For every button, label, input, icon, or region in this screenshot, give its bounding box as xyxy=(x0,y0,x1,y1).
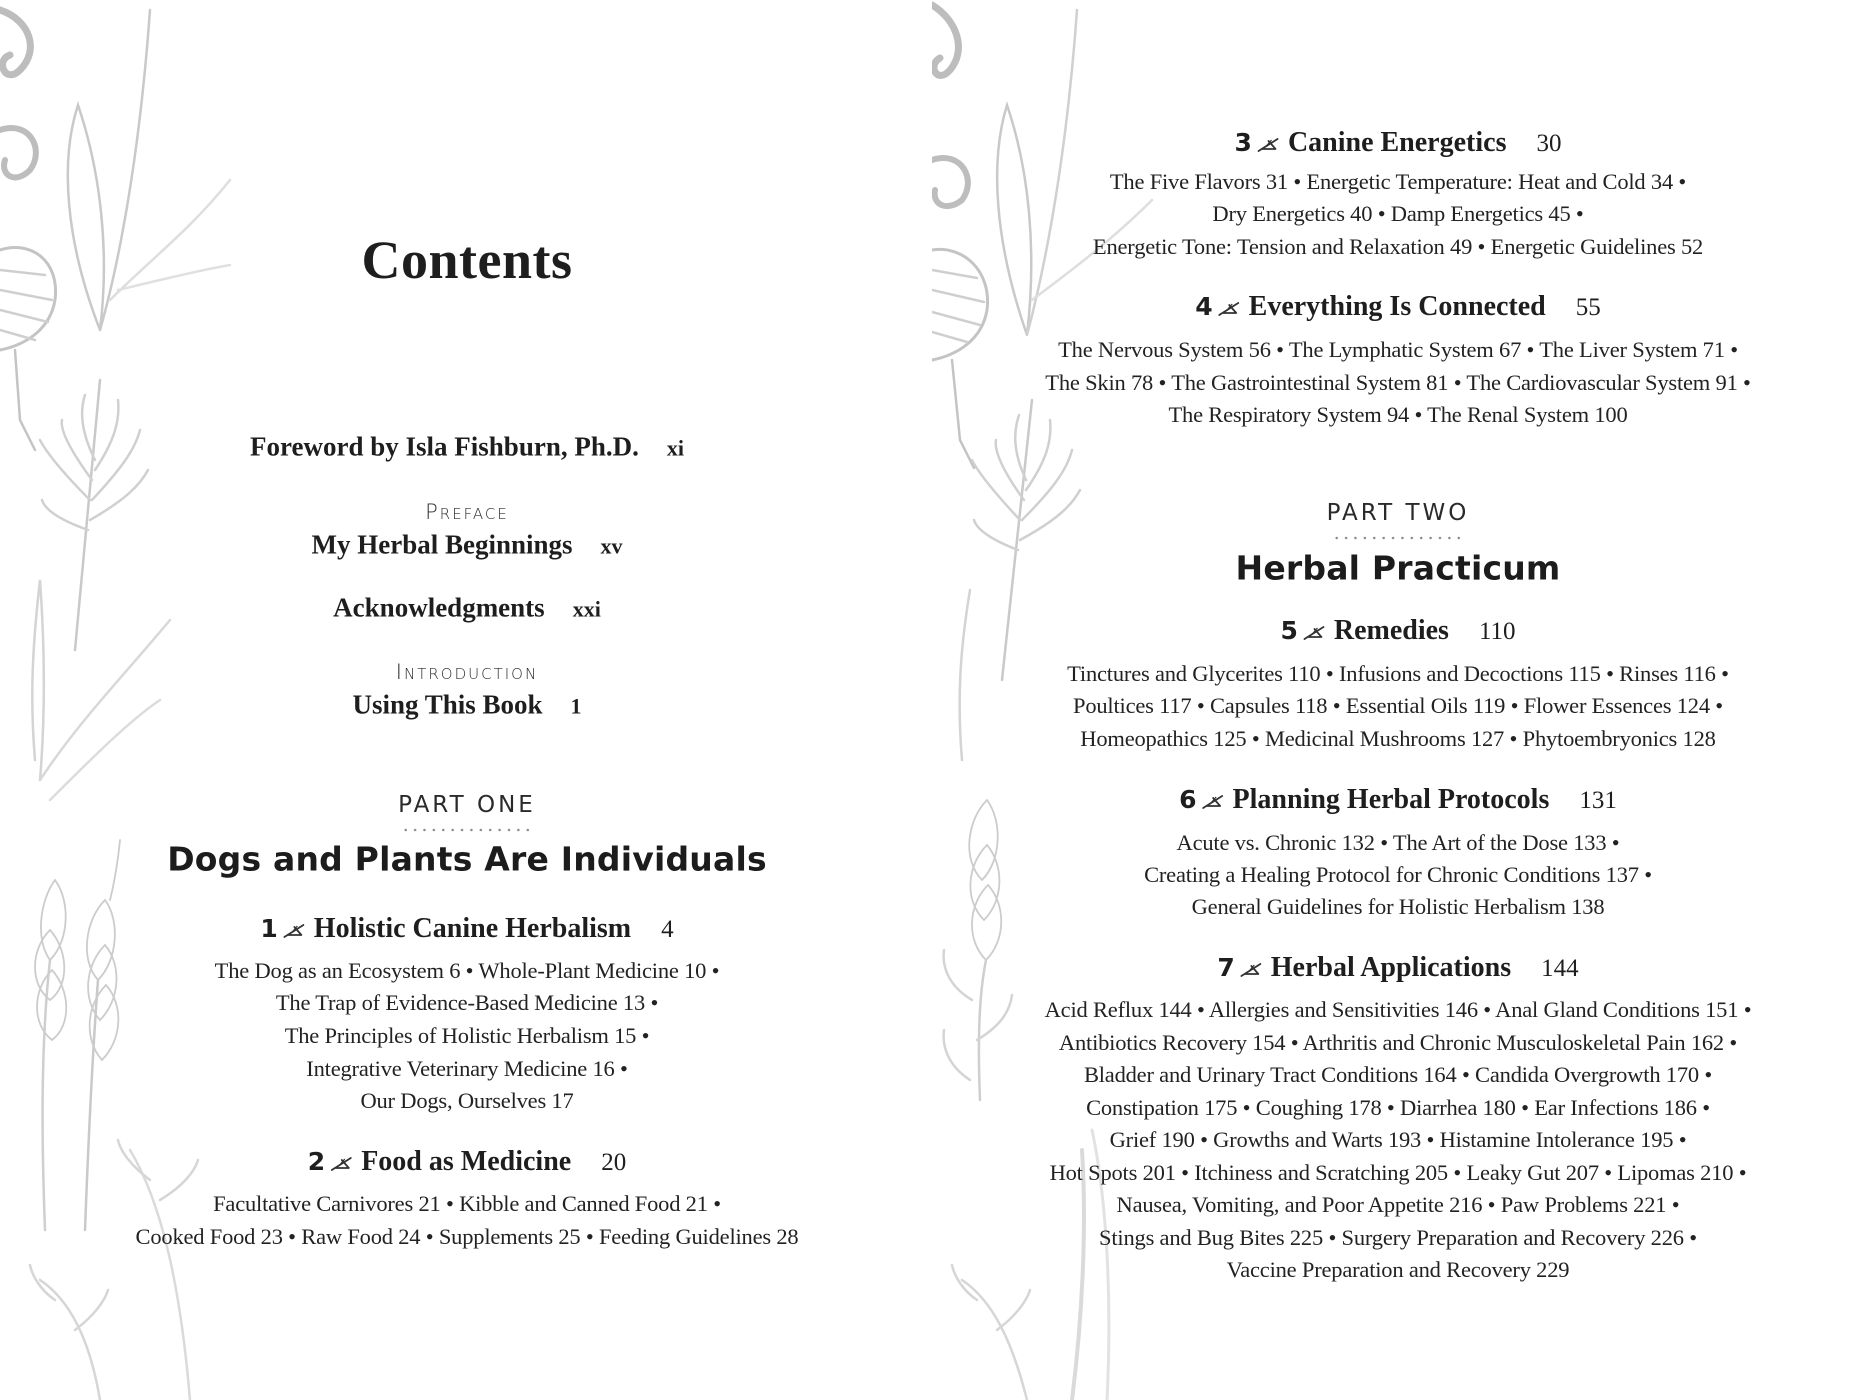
herb-sprig-icon xyxy=(1203,794,1225,810)
subsection-line[interactable]: Acid Reflux 144 • Allergies and Sensitivities 146 • Anal Gland Conditions 151 • xyxy=(1044,997,1752,1022)
subsection-line[interactable]: Bladder and Urinary Tract Conditions 164 • Candida Overgrowth 170 • xyxy=(1083,1062,1713,1087)
subsection-line[interactable]: Facultative Carnivores 21 • Kibble and Canned Food 21 • xyxy=(213,1191,721,1216)
part-title: Herbal Practicum xyxy=(1235,548,1561,588)
subsection-line[interactable]: Vaccine Preparation and Recovery 229 xyxy=(1226,1257,1570,1282)
toc-chapter-4[interactable] xyxy=(1195,291,1601,323)
subsection-line[interactable]: The Respiratory System 94 • The Renal System 100 xyxy=(1168,402,1628,427)
subsection-line[interactable]: Creating a Healing Protocol for Chronic Conditions 137 • xyxy=(1144,862,1652,887)
herb-sprig-icon xyxy=(1304,625,1326,641)
chapter-number: 6 xyxy=(1179,785,1197,814)
part-label: PART ONE xyxy=(398,792,536,818)
toc-entry-preface[interactable] xyxy=(311,530,622,561)
chapter-page: 144 xyxy=(1541,955,1579,982)
chapter-page: 55 xyxy=(1575,294,1601,321)
subsection-line[interactable]: The Nervous System 56 • The Lymphatic System 67 • The Liver System 71 • xyxy=(1058,337,1738,362)
chapter-title: Holistic Canine Herbalism xyxy=(313,913,632,944)
subsection-line[interactable]: The Five Flavors 31 • Energetic Temperature: Heat and Cold 34 • xyxy=(1109,169,1687,194)
section-label-preface: Preface xyxy=(425,500,509,524)
subsection-line[interactable]: Integrative Veterinary Medicine 16 • xyxy=(306,1056,628,1081)
toc-chapter-1[interactable] xyxy=(260,913,673,945)
chapter-title: Planning Herbal Protocols xyxy=(1232,784,1550,815)
chapter-number: 3 xyxy=(1234,128,1252,157)
chapter-number: 7 xyxy=(1217,953,1235,982)
entry-page: xi xyxy=(666,435,684,461)
chapter-title: Herbal Applications xyxy=(1270,952,1512,983)
chapter-title: Remedies xyxy=(1333,615,1449,646)
herb-sprig-icon xyxy=(284,923,306,939)
chapter-page: 20 xyxy=(601,1149,627,1176)
entry-page: 1 xyxy=(570,693,582,719)
chapter-number: 5 xyxy=(1280,616,1298,645)
subsection-line[interactable]: Poultices 117 • Capsules 118 • Essential Oils 119 • Flower Essences 124 • xyxy=(1073,693,1723,718)
botanical-illustration-icon xyxy=(0,0,360,1400)
herb-sprig-icon xyxy=(331,1156,353,1172)
chapter-title: Food as Medicine xyxy=(361,1146,572,1177)
toc-entry-foreword[interactable] xyxy=(250,432,684,463)
chapter-page: 4 xyxy=(661,916,674,943)
entry-title: Foreword by Isla Fishburn, Ph.D. xyxy=(250,431,639,462)
toc-chapter-7[interactable] xyxy=(1217,952,1578,984)
subsection-line[interactable]: Cooked Food 23 • Raw Food 24 • Supplements 25 • Feeding Guidelines 28 xyxy=(135,1224,799,1249)
subsection-line[interactable]: Homeopathics 125 • Medicinal Mushrooms 127 • Phytoembryonics 128 xyxy=(1080,726,1716,751)
subsection-line[interactable]: Nausea, Vomiting, and Poor Appetite 216 • Paw Problems 221 • xyxy=(1116,1192,1680,1217)
left-page xyxy=(0,0,932,1400)
entry-title: My Herbal Beginnings xyxy=(311,529,573,560)
toc-entry-introduction[interactable] xyxy=(352,690,581,721)
part-label: PART TWO xyxy=(1326,500,1470,526)
chapter-number: 2 xyxy=(307,1147,326,1176)
toc-chapter-3[interactable] xyxy=(1235,127,1562,159)
subsection-line[interactable]: Hot Spots 201 • Itchiness and Scratching 205 • Leaky Gut 207 • Lipomas 210 • xyxy=(1049,1160,1747,1185)
right-page xyxy=(932,0,1866,1400)
entry-page: xxi xyxy=(572,596,601,622)
herb-sprig-icon xyxy=(1258,137,1280,153)
chapter-page: 30 xyxy=(1536,130,1562,157)
subsection-line[interactable]: Stings and Bug Bites 225 • Surgery Preparation and Recovery 226 • xyxy=(1099,1225,1697,1250)
herb-sprig-icon xyxy=(1219,301,1241,317)
toc-chapter-5[interactable] xyxy=(1280,615,1515,647)
subsection-line[interactable]: Acute vs. Chronic 132 • The Art of the Dose 133 • xyxy=(1176,830,1620,855)
entry-page: xv xyxy=(600,533,623,559)
subsection-line[interactable]: Tinctures and Glycerites 110 • Infusions and Decoctions 115 • Rinses 116 • xyxy=(1067,661,1729,686)
part-title: Dogs and Plants Are Individuals xyxy=(167,839,767,879)
toc-chapter-6[interactable] xyxy=(1179,784,1617,816)
subsection-line[interactable]: Antibiotics Recovery 154 • Arthritis and Chronic Musculoskeletal Pain 162 • xyxy=(1058,1030,1738,1055)
section-label-introduction: Introduction xyxy=(395,660,539,684)
subsection-line[interactable]: Energetic Tone: Tension and Relaxation 49 • Energetic Guidelines 52 xyxy=(1092,234,1704,259)
subsection-line[interactable]: Constipation 175 • Coughing 178 • Diarrhea 180 • Ear Infections 186 • xyxy=(1086,1095,1710,1120)
entry-title: Acknowledgments xyxy=(333,592,545,623)
entry-title: Using This Book xyxy=(352,689,543,720)
chapter-number: 1 xyxy=(260,914,278,943)
page-title: Contents xyxy=(361,230,573,290)
dotted-divider xyxy=(1332,537,1464,540)
toc-entry-acknowledgments[interactable] xyxy=(333,593,601,624)
subsection-line[interactable]: General Guidelines for Holistic Herbalism 138 xyxy=(1191,894,1605,919)
subsection-line[interactable]: Our Dogs, Ourselves 17 xyxy=(360,1088,574,1113)
chapter-number: 4 xyxy=(1195,292,1213,321)
chapter-title: Canine Energetics xyxy=(1287,127,1507,158)
subsection-line[interactable]: The Dog as an Ecosystem 6 • Whole-Plant Medicine 10 • xyxy=(214,958,720,983)
subsection-line[interactable]: The Principles of Holistic Herbalism 15 • xyxy=(284,1023,650,1048)
dotted-divider xyxy=(401,829,533,832)
herb-sprig-icon xyxy=(1241,962,1263,978)
chapter-page: 131 xyxy=(1579,787,1617,814)
subsection-line[interactable]: The Skin 78 • The Gastrointestinal System 81 • The Cardiovascular System 91 • xyxy=(1045,370,1751,395)
subsection-line[interactable]: Dry Energetics 40 • Damp Energetics 45 • xyxy=(1212,201,1584,226)
toc-chapter-2[interactable] xyxy=(308,1146,626,1178)
subsection-line[interactable]: Grief 190 • Growths and Warts 193 • Histamine Intolerance 195 • xyxy=(1109,1127,1687,1152)
chapter-title: Everything Is Connected xyxy=(1248,291,1546,322)
chapter-page: 110 xyxy=(1478,618,1516,645)
subsection-line[interactable]: The Trap of Evidence-Based Medicine 13 • xyxy=(275,990,659,1015)
